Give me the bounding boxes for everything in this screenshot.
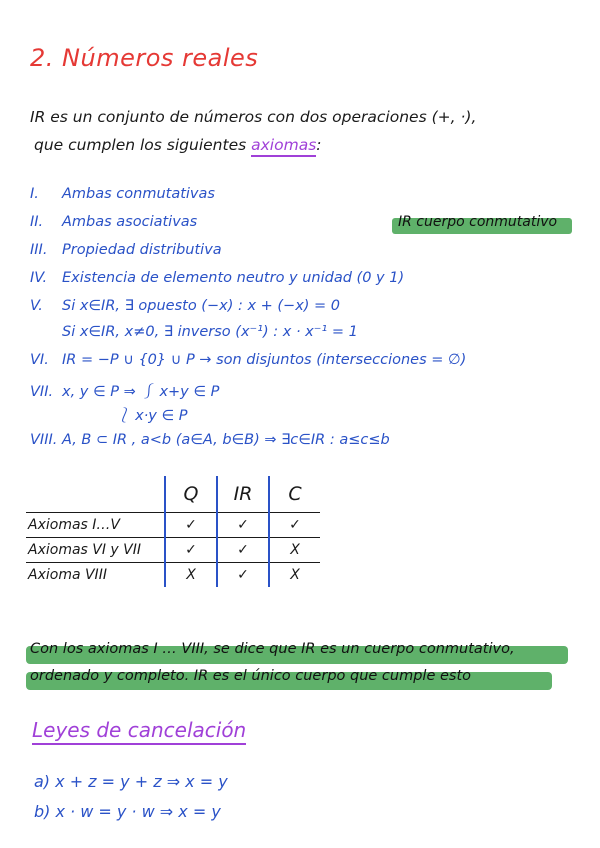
cancellation-law-b: b) x · w = y · w ⇒ x = y [34, 802, 221, 821]
axiom-item: Si x∈IR, x≠0, ∃ inverso (x⁻¹) : x · x⁻¹ = 1 [62, 324, 358, 340]
properties-table [26, 476, 320, 587]
cancellation-law-a: a) x + z = y + z ⇒ x = y [34, 772, 228, 791]
intro-line-2 [34, 136, 322, 154]
axiom-item: ⎱ x·y ∈ P [116, 408, 188, 424]
intro-suffix: : [316, 136, 322, 154]
conclusion-line-1: Con los axiomas I … VIII, se dice que IR es un cuerpo conmutativo, [30, 641, 515, 657]
axiom-item: V. Si x∈IR, ∃ opuesto (−x) : x + (−x) = 0 [30, 298, 341, 314]
axiom-item: I. Ambas conmutativas [30, 186, 215, 202]
axiom-item: VII. x, y ∈ P ⇒ ⎰ x+y ∈ P [30, 384, 220, 400]
header-c: C [269, 476, 320, 513]
axiom-item: VIII. A, B ⊂ IR , a<b (a∈A, b∈B) ⇒ ∃c∈IR : a≤c≤b [30, 432, 390, 448]
highlight-note: IR cuerpo conmutativo [398, 214, 558, 230]
table-row: Axioma VIII X ✓ X [26, 563, 320, 588]
table-corner [26, 476, 165, 513]
axiomas-keyword: axiomas [251, 136, 316, 157]
axiom-item: III. Propiedad distributiva [30, 242, 222, 258]
intro-line-1: IR es un conjunto de números con dos operaciones (+, ·), [30, 108, 477, 126]
axiom-item: VI. IR = −P ∪ {0} ∪ P → son disjuntos (intersecciones = ∅) [30, 352, 467, 368]
section-subtitle: Leyes de cancelación [32, 718, 246, 745]
axiom-item: IV. Existencia de elemento neutro y unidad (0 y 1) [30, 270, 405, 286]
table-row: Axiomas I…V ✓ ✓ ✓ [26, 513, 320, 538]
conclusion-line-2: ordenado y completo. IR es el único cuerpo que cumple esto [30, 668, 472, 684]
intro-prefix: que cumplen los siguientes [34, 136, 247, 154]
axiom-item: II. Ambas asociativas [30, 214, 198, 230]
table-row: Axiomas VI y VII ✓ ✓ X [26, 538, 320, 563]
header-r: IR [217, 476, 269, 513]
header-q: Q [165, 476, 217, 513]
page-title: 2. Números reales [30, 44, 259, 72]
